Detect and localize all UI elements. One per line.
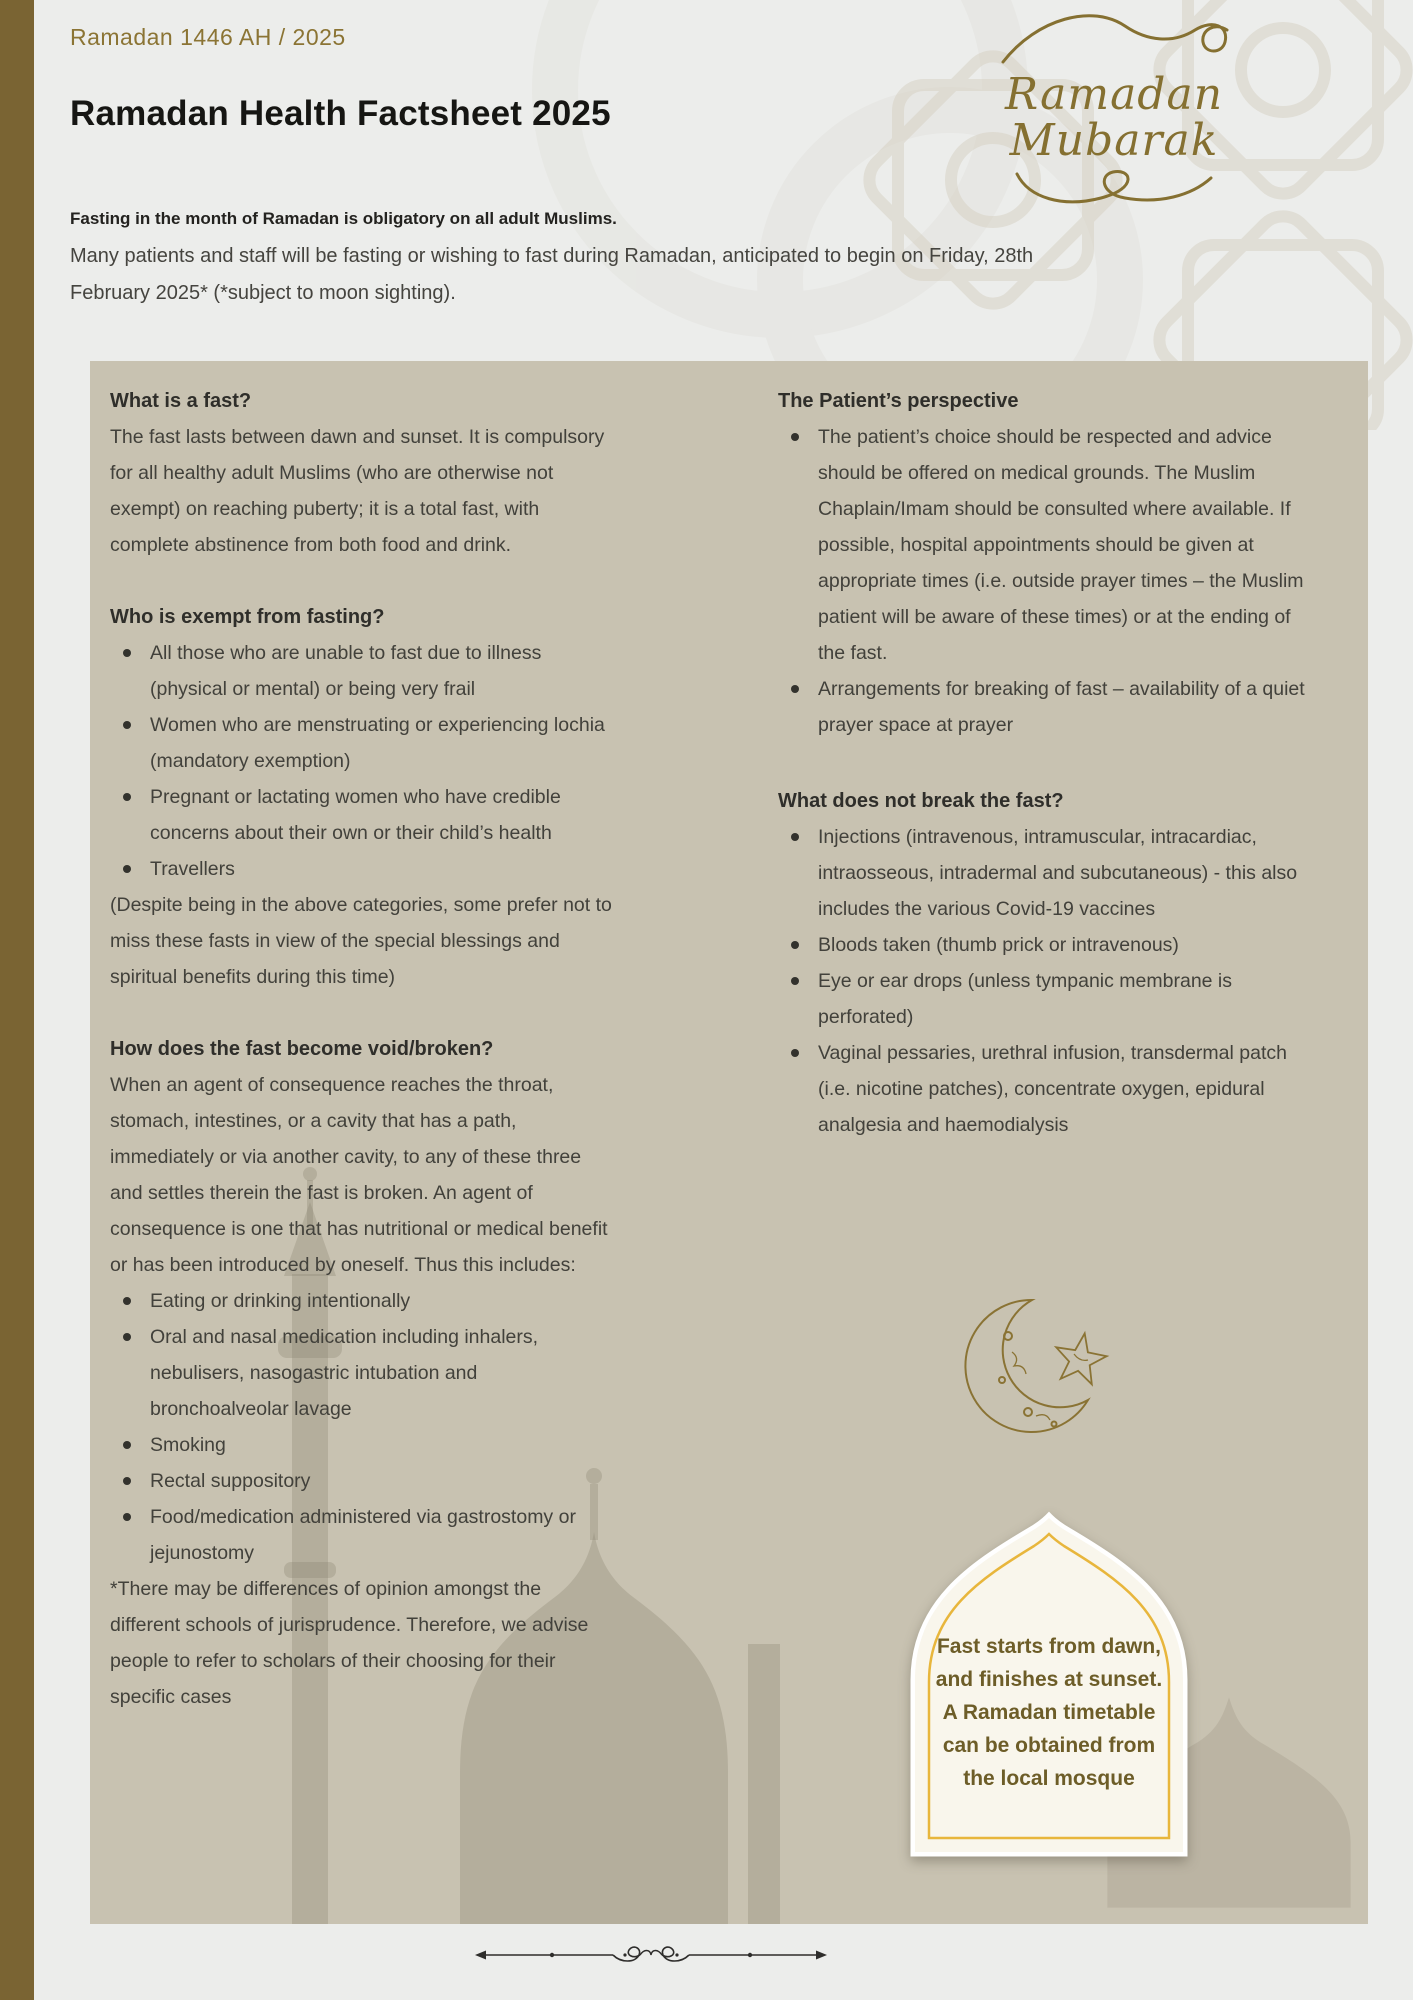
flourish-top-icon: [997, 8, 1231, 72]
section-void-broken: [110, 1031, 615, 1715]
exempt-list: [110, 635, 615, 887]
list-item: Injections (intravenous, intramuscular, intracardiac, intraosseous, intradermal and subcutaneous) - this also includes the various Covid-19 vaccines: [818, 819, 1313, 927]
list-item: Smoking: [150, 1427, 615, 1463]
callout-arch: [905, 1510, 1193, 1866]
ornamental-divider-icon: [473, 1941, 829, 1969]
section-heading: Who is exempt from fasting?: [110, 606, 385, 628]
crescent-moon-star-icon: [962, 1288, 1152, 1468]
section-what-is-fast: [110, 383, 615, 563]
section-heading: How does the fast become void/broken?: [110, 1038, 494, 1060]
section-heading: What is a fast?: [110, 390, 252, 412]
column-right: [778, 383, 1313, 1143]
section-body: The fast lasts between dawn and sunset. It is compulsory for all healthy adult Muslims (who are otherwise not exempt) on reaching puberty; it is a total fast, with complete abstinence from both food and drink.: [110, 426, 605, 556]
brand-line-2: Mubarak: [1009, 115, 1219, 166]
section-heading: What does not break the fast?: [778, 790, 1064, 812]
jurisprudence-footnote: *There may be differences of opinion amongst the different schools of jurisprudence. Therefore, we advise people to refer to scholars of their choosing for their specific cases: [110, 1578, 589, 1708]
kicker-label: Ramadan 1446 AH / 2025: [70, 24, 346, 50]
list-item: Travellers: [150, 851, 615, 887]
patient-list: [778, 419, 1313, 743]
list-item: Vaginal pessaries, urethral infusion, transdermal patch (i.e. nicotine patches), concentrate oxygen, epidural analgesia and haemodialysis: [818, 1035, 1313, 1143]
intro-paragraph: Many patients and staff will be fasting or wishing to fast during Ramadan, anticipated to begin on Friday, 28th February 2025* (*subject to moon sighting).: [70, 245, 1034, 304]
brand-line-1: Ramadan: [1004, 69, 1224, 120]
exempt-note: (Despite being in the above categories, some prefer not to miss these fasts in view of the special blessings and spiritual benefits during this time): [110, 894, 612, 988]
void-list: [110, 1283, 615, 1571]
list-item: Pregnant or lactating women who have credible concerns about their own or their child’s health: [150, 779, 615, 851]
page-title: Ramadan Health Factsheet 2025: [70, 94, 611, 133]
intro-bold-line: Fasting in the month of Ramadan is obligatory on all adult Muslims.: [70, 209, 617, 228]
ramadan-mubarak-calligraphy: [980, 8, 1248, 210]
list-item: Bloods taken (thumb prick or intravenous): [818, 927, 1313, 963]
flourish-bottom-icon: [1009, 164, 1219, 210]
list-item: Eating or drinking intentionally: [150, 1283, 615, 1319]
not-break-list: [778, 819, 1313, 1143]
list-item: The patient’s choice should be respected and advice should be offered on medical grounds. The Muslim Chaplain/Imam should be consulted where available. If possible, hospital appointments should be given at appropriate times (i.e. outside prayer times – the Muslim patient will be aware of these times) or at the ending of the fast.: [818, 419, 1313, 671]
list-item: Eye or ear drops (unless tympanic membrane is perforated): [818, 963, 1313, 1035]
section-not-break: [778, 783, 1313, 1143]
list-item: Arrangements for breaking of fast – availability of a quiet prayer space at prayer: [818, 671, 1313, 743]
section-patient-perspective: [778, 383, 1313, 743]
list-item: Rectal suppository: [150, 1463, 615, 1499]
list-item: Food/medication administered via gastrostomy or jejunostomy: [150, 1499, 615, 1571]
section-heading: The Patient’s perspective: [778, 390, 1019, 412]
column-left: [110, 383, 615, 1715]
list-item: Women who are menstruating or experiencing lochia (mandatory exemption): [150, 707, 615, 779]
list-item: All those who are unable to fast due to illness (physical or mental) or being very frail: [150, 635, 615, 707]
section-exempt: [110, 599, 615, 995]
section-body: When an agent of consequence reaches the throat, stomach, intestines, or a cavity that has a path, immediately or via another cavity, to any of these three and settles therein the fast is broken. An agent of consequence is one that has nutritional or medical benefit or has been introduced by oneself. Thus this includes:: [110, 1074, 608, 1276]
left-accent-bar: [0, 0, 34, 2000]
list-item: Oral and nasal medication including inhalers, nebulisers, nasogastric intubation and bronchoalveolar lavage: [150, 1319, 615, 1427]
callout-text: Fast starts from dawn, and finishes at sunset. A Ramadan timetable can be obtained from the local mosque: [935, 1635, 1163, 1790]
